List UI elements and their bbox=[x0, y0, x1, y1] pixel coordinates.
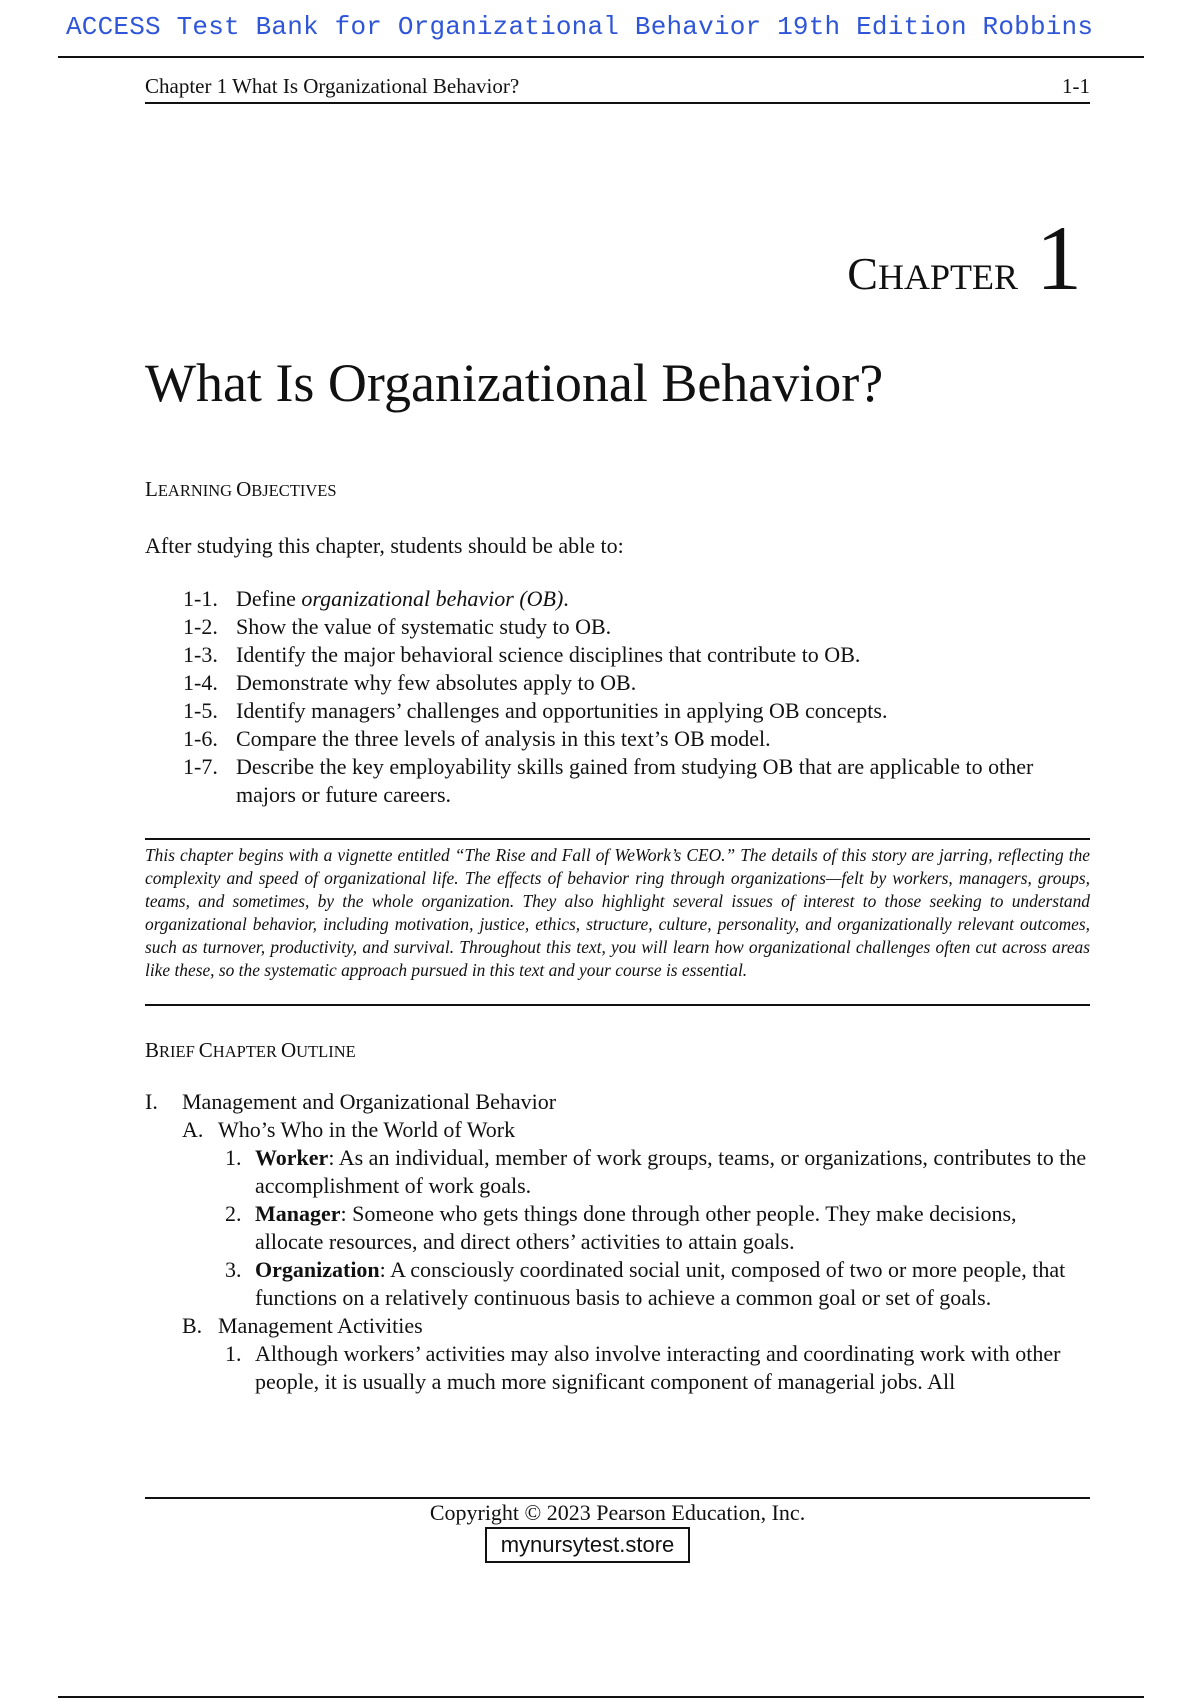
objective-item bbox=[183, 669, 1083, 697]
outline-term: Manager bbox=[255, 1201, 341, 1226]
outline-definition: : Someone who gets things done through other people. They make decisions, allocate resources, and direct others’ activities to attain goals. bbox=[255, 1201, 1017, 1254]
learning-objectives-heading bbox=[145, 477, 337, 502]
outline-label: A. bbox=[182, 1117, 204, 1142]
outline-text: Management and Organizational Behavior bbox=[182, 1089, 557, 1114]
chapter-number: 1 bbox=[1036, 207, 1082, 309]
objective-number: 1-1. bbox=[183, 586, 218, 611]
heading-rest: RIEF bbox=[159, 1042, 195, 1061]
chapter-label-initial: C bbox=[847, 248, 878, 299]
page-number: 1-1 bbox=[1062, 74, 1090, 98]
chapter-outline bbox=[145, 1088, 1090, 1396]
objective-item bbox=[183, 641, 1083, 669]
footer-rule bbox=[145, 1497, 1090, 1499]
objective-number: 1-2. bbox=[183, 614, 218, 639]
outline-label: I. bbox=[145, 1089, 158, 1114]
heading-rest: BJECTIVES bbox=[251, 481, 337, 500]
page-bottom-rule bbox=[58, 1696, 1144, 1698]
heading-rest: HAPTER bbox=[212, 1042, 277, 1061]
chapter-vignette-summary: This chapter begins with a vignette entitled “The Rise and Fall of WeWork’s CEO.” The details of this story are jarring, reflecting the complexity and speed of organizational life. The effects of behavior ring through organizations—felt by workers, managers, groups, teams, and sometimes, by the whole organization. They also highlight several issues of interest to those seeking to understand organizational behavior, including motivation, justice, ethics, structure, culture, personality, and organizationally relevant outcomes, such as turnover, productivity, and survival. Throughout this text, you will learn how organizational challenges often cut across areas like these, so the systematic approach pursued in this text and your course is essential. bbox=[145, 838, 1090, 1006]
objective-text: Identify the major behavioral science disciplines that contribute to OB. bbox=[236, 642, 861, 667]
heading-rest: EARNING bbox=[157, 481, 233, 500]
objective-item bbox=[183, 613, 1083, 641]
objective-item bbox=[183, 697, 1083, 725]
banner-divider bbox=[58, 56, 1144, 58]
heading-initial: O bbox=[280, 1038, 297, 1062]
objective-text: Identify managers’ challenges and opportunities in applying OB concepts. bbox=[236, 698, 888, 723]
outline-subsection bbox=[182, 1116, 1090, 1144]
objectives-intro: After studying this chapter, students should be able to: bbox=[145, 533, 624, 558]
outline-item bbox=[218, 1256, 1090, 1312]
chapter-label bbox=[847, 207, 1082, 309]
objective-number: 1-3. bbox=[183, 642, 218, 667]
outline-text: Who’s Who in the World of Work bbox=[218, 1117, 516, 1142]
outline-item bbox=[218, 1144, 1090, 1200]
chapter-label-rest: HAPTER bbox=[877, 257, 1018, 297]
running-head bbox=[145, 74, 1090, 99]
objective-number: 1-6. bbox=[183, 726, 218, 751]
outline-term: Worker bbox=[255, 1145, 329, 1170]
outline-text: Although workers’ activities may also involve interacting and coordinating work with other people, it is usually a much more significant component of managerial jobs. All bbox=[255, 1341, 1061, 1394]
heading-initial: O bbox=[236, 477, 252, 501]
banner-title: ACCESS Test Bank for Organizational Behavior 19th Edition Robbins bbox=[66, 12, 1094, 42]
objective-text: Compare the three levels of analysis in this text’s OB model. bbox=[236, 726, 771, 751]
running-head-title: Chapter 1 What Is Organizational Behavior? bbox=[145, 74, 520, 98]
heading-initial: C bbox=[198, 1038, 213, 1062]
objective-item bbox=[183, 585, 1083, 613]
copyright-footer: Copyright © 2023 Pearson Education, Inc. bbox=[429, 1500, 806, 1525]
objective-term: organizational behavior (OB) bbox=[301, 586, 564, 611]
objective-item bbox=[183, 753, 1083, 809]
outline-subsection bbox=[182, 1312, 1090, 1340]
outline-label: 3. bbox=[225, 1257, 242, 1282]
objective-text: Describe the key employability skills gained from studying OB that are applicable to other majors or future careers. bbox=[236, 754, 1034, 807]
objectives-list bbox=[183, 585, 1083, 809]
outline-text bbox=[255, 1256, 1090, 1312]
outline-term: Organization bbox=[255, 1257, 380, 1282]
outline-label: B. bbox=[182, 1313, 203, 1338]
outline-item bbox=[218, 1340, 1090, 1396]
watermark-box: mynursytest.store bbox=[485, 1527, 690, 1563]
outline-definition: : As an individual, member of work groups, teams, or organizations, contributes to the accomplishment of work goals. bbox=[255, 1145, 1087, 1198]
outline-label: 2. bbox=[225, 1201, 242, 1226]
objective-number: 1-7. bbox=[183, 754, 218, 779]
outline-definition: : A consciously coordinated social unit, composed of two or more people, that functions on a relatively continuous basis to achieve a common goal or set of goals. bbox=[255, 1257, 1066, 1310]
outline-text bbox=[255, 1144, 1090, 1200]
outline-section bbox=[145, 1088, 1090, 1116]
objective-item bbox=[183, 725, 1083, 753]
heading-initial: B bbox=[145, 1038, 160, 1062]
outline-label: 1. bbox=[225, 1145, 242, 1170]
brief-outline-heading bbox=[145, 1038, 356, 1063]
objective-text: Demonstrate why few absolutes apply to OB. bbox=[236, 670, 637, 695]
objective-number: 1-5. bbox=[183, 698, 218, 723]
running-head-rule bbox=[145, 102, 1090, 104]
chapter-title: What Is Organizational Behavior? bbox=[145, 353, 884, 413]
outline-label: 1. bbox=[225, 1341, 242, 1366]
objective-text-pre: Define bbox=[236, 586, 302, 611]
objective-text bbox=[236, 585, 1083, 613]
outline-text: Management Activities bbox=[218, 1313, 423, 1338]
objective-text: Show the value of systematic study to OB. bbox=[236, 614, 612, 639]
outline-text bbox=[255, 1200, 1090, 1256]
heading-rest: UTLINE bbox=[296, 1042, 356, 1061]
objective-number: 1-4. bbox=[183, 670, 218, 695]
outline-item bbox=[218, 1200, 1090, 1256]
objective-text-post: . bbox=[563, 586, 569, 611]
heading-initial: L bbox=[145, 477, 158, 501]
